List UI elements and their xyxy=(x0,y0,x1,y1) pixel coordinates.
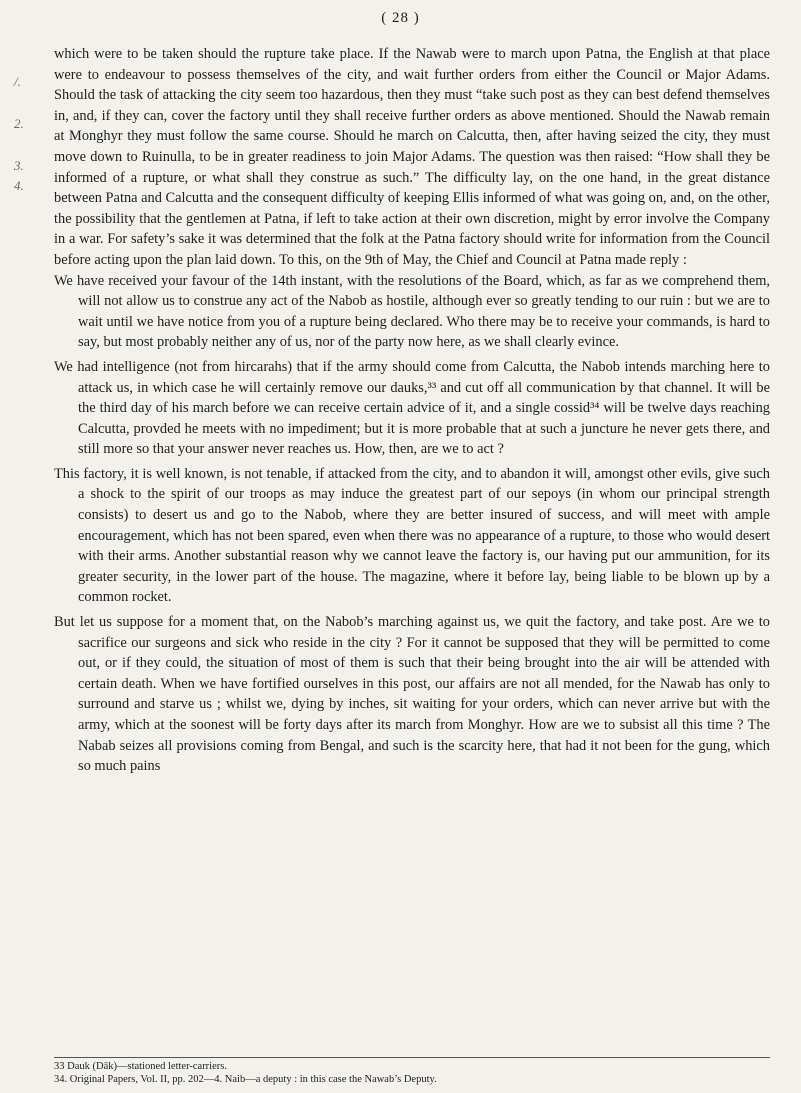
quote-paragraph-3: This factory, it is well known, is not tenable, if attacked from the city, and to abandon it will, amongst other evils, give such a shock to the spirit of our troops as may induce the greatest part of our sepoys (in whom our principal strength consists) to desert us and go to the Nabob, where they are better insured of success, and will meet with ample encouragement, which has not been spared, even when there was no appearance of a rupture, to those who would desert with their arms. Another substantial reason why we cannot leave the factory is, our having put our ammunition, for its greater security, in the lower part of the house. The magazine, where it before lay, being liable to be blown up by a common rocket. xyxy=(54,465,770,606)
footnote-34: 34. Original Papers, Vol. II, pp. 202—4. Naib—a deputy : in this case the Nawab’s Deputy. xyxy=(54,1074,437,1085)
quote-paragraph-1: We have received your favour of the 14th instant, with the resolutions of the Board, which, as far as we comprehend them, will not allow us to construe any act of the Nabob as hostile, although ever so greatly tending to our ruin : but we are to wait until we have notice from you of a rupture being declared. Who there may be to receive your commands, is hard to say, but most probably neither any of us, nor of the party now here, as we shall clearly evince. xyxy=(54,272,770,351)
footnote-33: 33 Dauk (Dāk)—stationed letter-carriers. xyxy=(54,1061,227,1072)
footnotes xyxy=(54,1057,770,1086)
margin-mark-3: 3. xyxy=(14,158,24,173)
margin-mark-1: /. xyxy=(14,74,21,89)
page-number: ( 28 ) xyxy=(381,10,420,26)
quote-paragraph-2: We had intelligence (not from hircarahs) that if the army should come from Calcutta, the Nabob intends marching here to attack us, in which case he will certainly remove our dauks,³³ and cut off all communication by that channel. It will be the third day of his march before we can receive certain advice of it, and a single cossid³⁴ will be twelve days reaching Calcutta, provded he meets with no impediment; but it is more probable that at such a juncture he never gets there, and still more so that your answer never reaches us. How, then, are we to act ? xyxy=(54,358,770,458)
intro-paragraph: which were to be taken should the rupture take place. If the Nawab were to march upon Patna, the English at that place were to endeavour to possess themselves of the city, and wait further orders from either the Council or Major Adams. Should the task of attacking the city seem too hazardous, then they must “take such post as they can best defend themselves in, and, if they can, cover the factory until they shall receive further orders as above mentioned. Should the Nawab remain at Monghyr they must follow the same course. Should he march on Calcutta, then, after having seized the city, they must move down to Ruinulla, to be in greater readiness to join Major Adams. The question was then raised: “How shall they be informed of a rupture, or what shall they construe as such.” The difficulty lay, on the one hand, in the great distance between Patna and Calcutta and the consequent difficulty of keeping Ellis informed of what was going on, and, on the other, the possibility that the gentlemen at Patna, if left to take action at their own discretion, might by error involve the Company in a war. For safety’s sake it was determined that the folk at the Patna factory should write for information from the Council before acting upon the plan laid down. To this, on the 9th of May, the Chief and Council at Patna made reply : xyxy=(54,46,770,268)
quote-paragraph-4: But let us suppose for a moment that, on the Nabob’s marching against us, we quit the factory, and take post. Are we to sacrifice our surgeons and sick who reside in the city ? For it cannot be supposed that they will be permitted to come out, or if they could, the situation of most of them is such that their being brought into the air will be attended with certain death. When we have fortified ourselves in this post, our affairs are not all mended, for the Nawab has only to surround and starve us ; whilst we, dying by inches, sit waiting for your orders, which can never arrive but with the army, which at the soonest will be forty days after its march from Monghyr. How are we to subsist all this time ? The Nabab seizes all provisions coming from Bengal, and such is the scarcity here, that had it not been for the gung, which so much pains xyxy=(54,614,770,775)
page-body xyxy=(54,44,770,777)
margin-mark-4: 4. xyxy=(14,178,24,193)
margin-mark-2: 2. xyxy=(14,116,24,131)
